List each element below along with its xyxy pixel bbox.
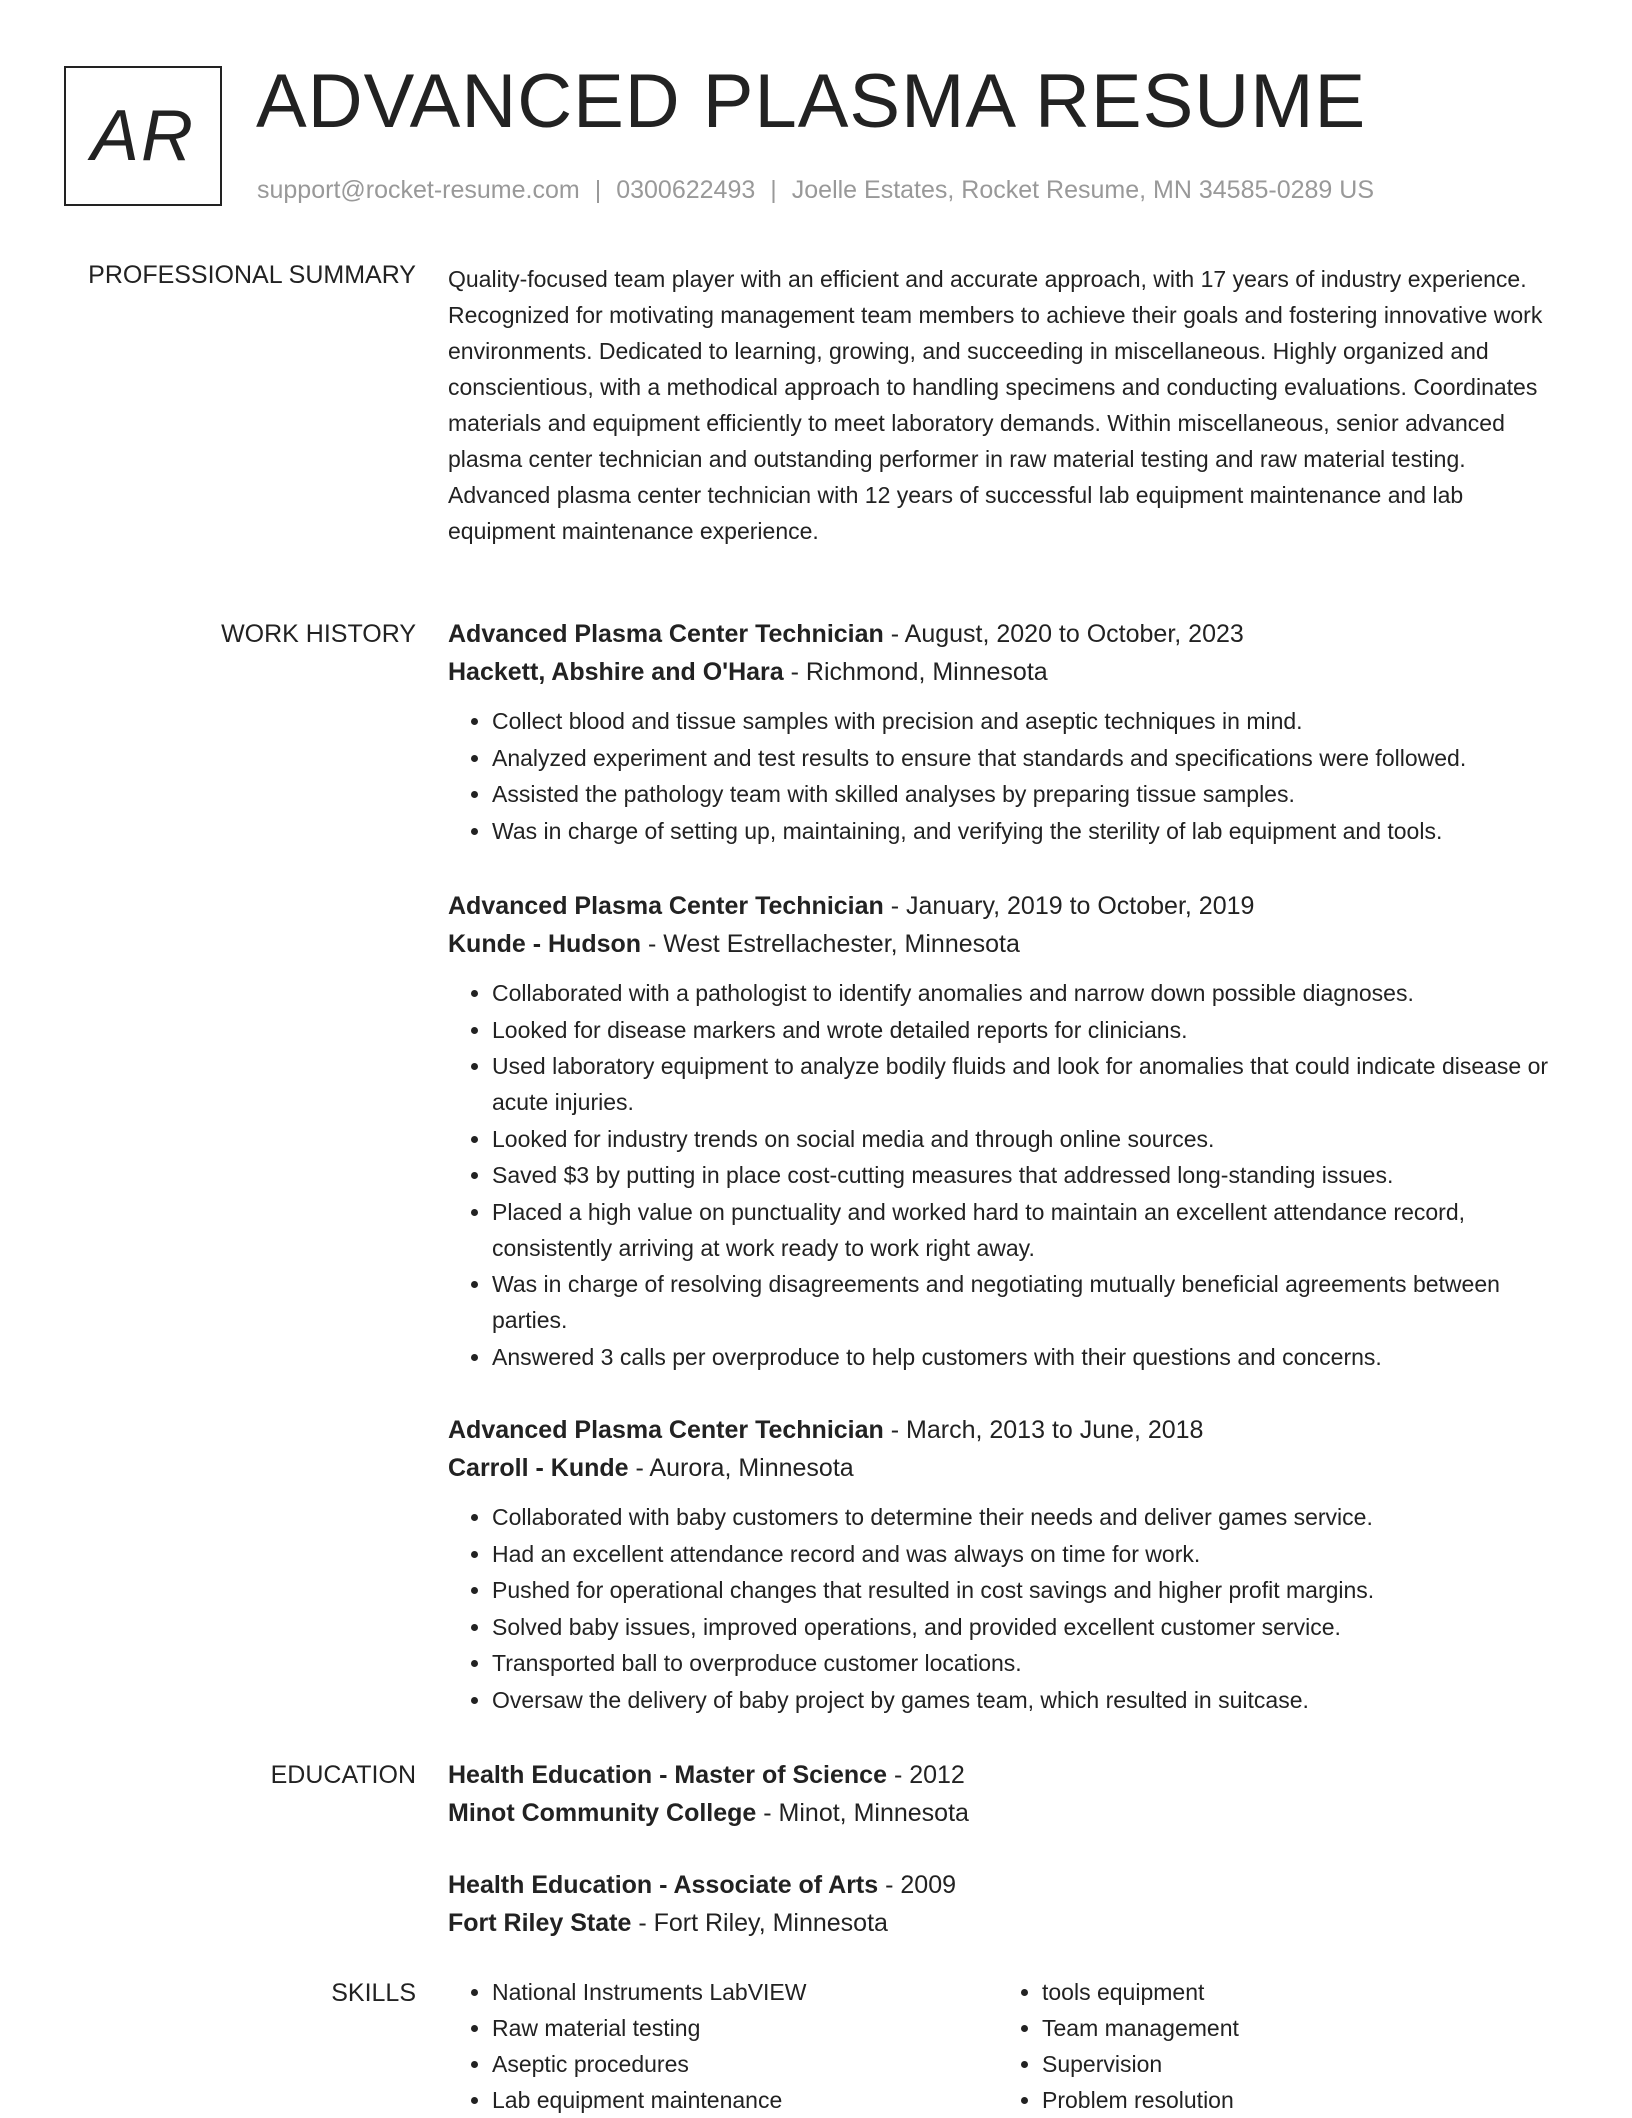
- job-company-line: [448, 1449, 1560, 1487]
- skills-column-left: [448, 1974, 948, 2118]
- job-bullet: • Oversaw the delivery of baby project by games team, which resulted in suitcase.: [492, 1682, 1560, 1718]
- education-school: Fort Riley State: [448, 1909, 632, 1937]
- skill-item: • Aseptic procedures: [492, 2046, 948, 2082]
- job-company: Hackett, Abshire and O'Hara: [448, 658, 784, 686]
- job-dates: - August, 2020 to October, 2023: [883, 620, 1244, 648]
- job-bullet: • Assisted the pathology team with skilled analyses by preparing tissue samples.: [492, 776, 1560, 812]
- job-bullet: • Solved baby issues, improved operations, and provided excellent customer service.: [492, 1609, 1560, 1645]
- education-entry: [448, 1866, 1560, 1942]
- contact-line: [257, 173, 1374, 207]
- job-bullet: • Transported ball to overproduce customer locations.: [492, 1645, 1560, 1681]
- work-history-section-label: WORK HISTORY: [221, 620, 416, 648]
- education-location: - Minot, Minnesota: [756, 1799, 969, 1827]
- skill-item: • tools equipment: [1042, 1974, 1498, 2010]
- education-degree: Health Education - Associate of Arts: [448, 1871, 879, 1899]
- job-location: - Aurora, Minnesota: [628, 1454, 854, 1482]
- education-entry: [448, 1756, 1560, 1832]
- contact-phone: 0300622493: [616, 176, 756, 204]
- job-bullet: • Used laboratory equipment to analyze bodily fluids and look for anomalies that could indicate disease or acute injuries.: [492, 1048, 1560, 1120]
- job-bullet: • Analyzed experiment and test results to ensure that standards and specifications were followed.: [492, 740, 1560, 776]
- job-title-line: [448, 1411, 1560, 1449]
- job-title-line: [448, 887, 1560, 925]
- job-bullet: • Placed a high value on punctuality and worked hard to maintain an excellent attendance record, consistently arriving at work ready to work right away.: [492, 1194, 1560, 1266]
- job-dates: - January, 2019 to October, 2019: [883, 892, 1255, 920]
- education-school-line: [448, 1904, 1560, 1942]
- education-section-label: EDUCATION: [270, 1761, 416, 1789]
- contact-address: Joelle Estates, Rocket Resume, MN 34585-0289 US: [791, 176, 1374, 204]
- education-degree-line: [448, 1866, 1560, 1904]
- skill-item: • Raw material testing: [492, 2010, 948, 2046]
- job-company-line: [448, 653, 1560, 691]
- skill-item: • Team management: [1042, 2010, 1498, 2046]
- job-bullets: [448, 975, 1560, 1375]
- job-bullet: • Had an excellent attendance record and was always on time for work.: [492, 1536, 1560, 1572]
- job-bullet: • Answered 3 calls per overproduce to help customers with their questions and concerns.: [492, 1339, 1560, 1375]
- skill-item: • Problem resolution: [1042, 2082, 1498, 2118]
- job-bullet: • Collaborated with baby customers to determine their needs and deliver games service.: [492, 1499, 1560, 1535]
- job-dates: - March, 2013 to June, 2018: [883, 1416, 1204, 1444]
- education-school: Minot Community College: [448, 1799, 757, 1827]
- job-bullet: • Collect blood and tissue samples with precision and aseptic techniques in mind.: [492, 703, 1560, 739]
- skills-section-label: SKILLS: [331, 1979, 416, 2007]
- job-entry: [448, 1411, 1560, 1718]
- resume-name: ADVANCED PLASMA RESUME: [256, 59, 1367, 144]
- job-bullets: [448, 1499, 1560, 1718]
- job-bullet: • Was in charge of resolving disagreements and negotiating mutually beneficial agreements between parties.: [492, 1266, 1560, 1338]
- skills-list: [998, 1974, 1498, 2118]
- job-entry: [448, 887, 1560, 1375]
- skill-item: • Lab equipment maintenance: [492, 2082, 948, 2118]
- job-location: - Richmond, Minnesota: [783, 658, 1048, 686]
- job-company-line: [448, 925, 1560, 963]
- education-degree-line: [448, 1756, 1560, 1794]
- job-title: Advanced Plasma Center Technician: [448, 892, 884, 920]
- skills-column-right: [998, 1974, 1498, 2118]
- summary-section-label: PROFESSIONAL SUMMARY: [88, 261, 416, 289]
- job-title: Advanced Plasma Center Technician: [448, 620, 884, 648]
- job-title: Advanced Plasma Center Technician: [448, 1416, 884, 1444]
- contact-email: support@rocket-resume.com: [257, 176, 580, 204]
- monogram-badge: AR: [64, 66, 222, 206]
- job-title-line: [448, 615, 1560, 653]
- professional-summary-text: Quality-focused team player with an efficient and accurate approach, with 17 years of industry experience. Recognized for motivating management team members to achieve their goals and fostering innovative work environments. Dedicated to learning, growing, and succeeding in miscellaneous. Highly organized and conscientious, with a methodical approach to handling specimens and conducting evaluations. Coordinates materials and equipment efficiently to meet laboratory demands. Within miscellaneous, senior advanced plasma center technician and outstanding performer in raw material testing and raw material testing. Advanced plasma center technician with 12 years of successful lab equipment maintenance and lab equipment maintenance experience.: [448, 266, 1543, 544]
- job-bullet: • Looked for disease markers and wrote detailed reports for clinicians.: [492, 1012, 1560, 1048]
- education-degree: Health Education - Master of Science: [448, 1761, 887, 1789]
- job-location: - West Estrellachester, Minnesota: [641, 930, 1020, 958]
- skill-item: • Supervision: [1042, 2046, 1498, 2082]
- job-company: Carroll - Kunde: [448, 1454, 629, 1482]
- contact-separator: |: [770, 176, 777, 204]
- job-company: Kunde - Hudson: [448, 930, 642, 958]
- skills-list: [448, 1974, 948, 2118]
- education-year: - 2009: [878, 1871, 957, 1899]
- education-location: - Fort Riley, Minnesota: [631, 1909, 888, 1937]
- contact-separator: |: [594, 176, 602, 204]
- job-bullets: [448, 703, 1560, 849]
- job-bullet: • Collaborated with a pathologist to identify anomalies and narrow down possible diagnoses.: [492, 975, 1560, 1011]
- skill-item: • National Instruments LabVIEW: [492, 1974, 948, 2010]
- job-bullet: • Pushed for operational changes that resulted in cost savings and higher profit margins.: [492, 1572, 1560, 1608]
- education-school-line: [448, 1794, 1560, 1832]
- education-year: - 2012: [887, 1761, 965, 1789]
- job-entry: [448, 615, 1560, 849]
- job-bullet: • Looked for industry trends on social media and through online sources.: [492, 1121, 1560, 1157]
- job-bullet: • Saved $3 by putting in place cost-cutting measures that addressed long-standing issues.: [492, 1157, 1560, 1193]
- job-bullet: • Was in charge of setting up, maintaining, and verifying the sterility of lab equipment and tools.: [492, 813, 1560, 849]
